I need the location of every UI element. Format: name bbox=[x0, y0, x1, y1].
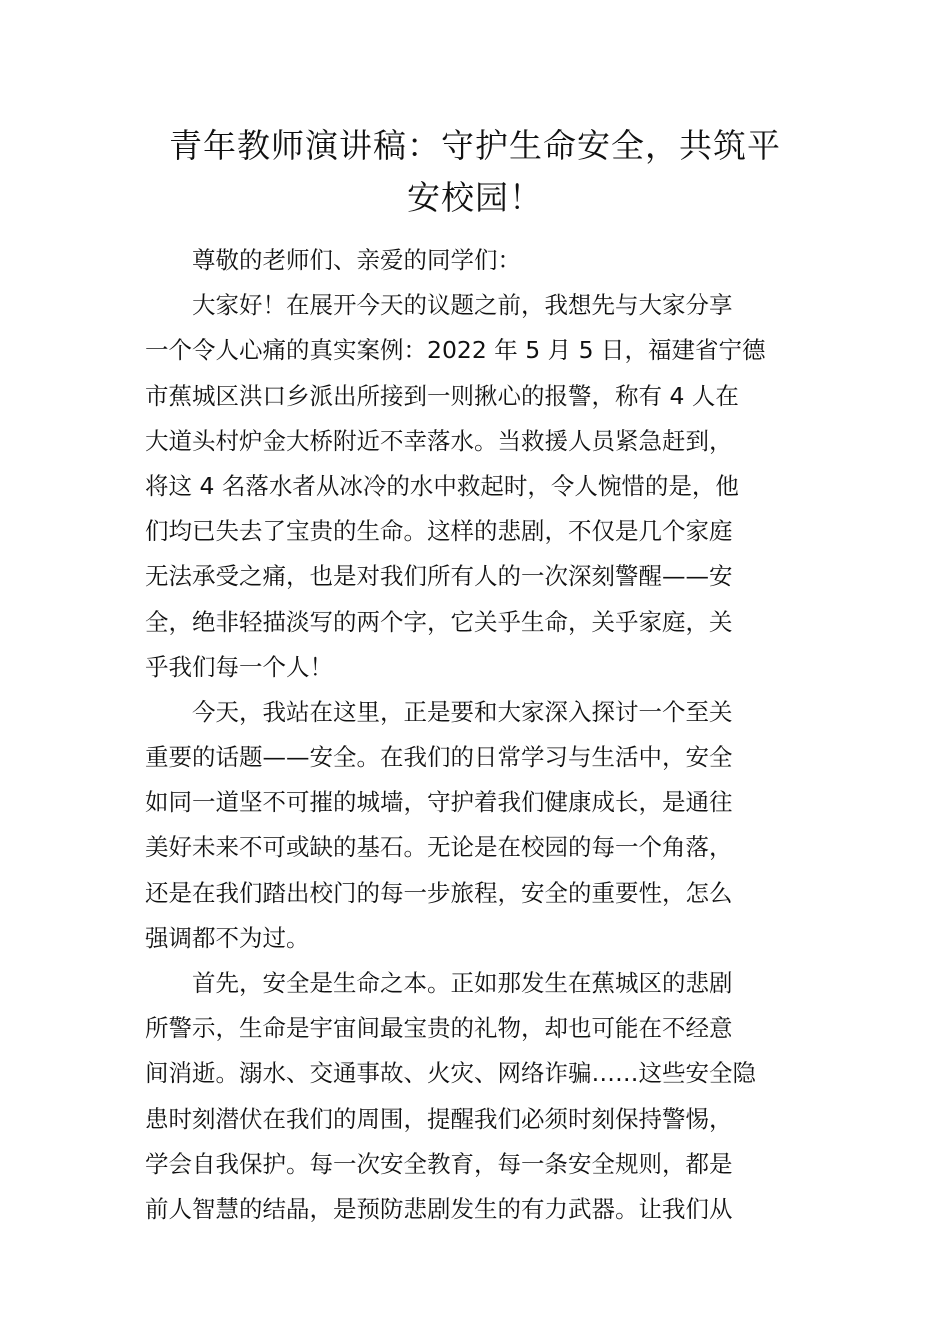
paragraph-line: 乎我们每一个人！ bbox=[145, 652, 333, 681]
paragraph-line: 大家好！在展开今天的议题之前，我想先与大家分享 bbox=[192, 291, 733, 320]
paragraph-line: 首先，安全是生命之本。正如那发生在蕉城区的悲剧 bbox=[192, 969, 733, 997]
salutation-line: 尊敬的老师们、亲爱的同学们： bbox=[192, 246, 521, 274]
paragraph-line: 所警示，生命是宇宙间最宝贵的礼物，却也可能在不经意 bbox=[145, 1014, 733, 1043]
paragraph-line: 大道头村炉金大桥附近不幸落水。当救援人员紧急赶到， bbox=[145, 426, 733, 455]
paragraph-line: 强调都不为过。 bbox=[145, 923, 310, 952]
paragraph-line: 间消逝。溺水、交通事故、火灾、网络诈骗……这些安全隐 bbox=[145, 1059, 756, 1088]
title-line-1: 青年教师演讲稿：守护生命安全，共筑平 bbox=[169, 126, 781, 165]
paragraph-line: 美好未来不可或缺的基石。无论是在校园的每一个角落， bbox=[145, 833, 733, 862]
paragraph-line: 一个令人心痛的真实案例：2022 年 5 月 5 日，福建省宁德 bbox=[145, 336, 766, 365]
paragraph-line: 无法承受之痛，也是对我们所有人的一次深刻警醒——安 bbox=[145, 562, 733, 591]
paragraph-line: 前人智慧的结晶，是预防悲剧发生的有力武器。让我们从 bbox=[145, 1194, 733, 1223]
paragraph-line: 如同一道坚不可摧的城墙，守护着我们健康成长，是通往 bbox=[145, 788, 733, 817]
paragraph-line: 学会自我保护。每一次安全教育，每一条安全规则，都是 bbox=[145, 1149, 733, 1178]
paragraph-line: 市蕉城区洪口乡派出所接到一则揪心的报警，称有 4 人在 bbox=[145, 381, 739, 410]
paragraph-line: 今天，我站在这里，正是要和大家深入探讨一个至关 bbox=[192, 697, 733, 726]
paragraph-line: 患时刻潜伏在我们的周围，提醒我们必须时刻保持警惕， bbox=[145, 1104, 733, 1133]
document-title bbox=[140, 120, 810, 224]
title-line-2: 安校园！ bbox=[407, 178, 543, 217]
paragraph-line: 们均已失去了宝贵的生命。这样的悲剧，不仅是几个家庭 bbox=[145, 517, 733, 546]
paragraph-line: 重要的话题——安全。在我们的日常学习与生活中，安全 bbox=[145, 743, 733, 772]
paragraph-line: 将这 4 名落水者从冰冷的水中救起时，令人惋惜的是，他 bbox=[145, 471, 739, 500]
paragraph-line: 还是在我们踏出校门的每一步旅程，安全的重要性，怎么 bbox=[145, 878, 733, 907]
paragraph-line: 全，绝非轻描淡写的两个字，它关乎生命，关乎家庭，关 bbox=[145, 607, 733, 636]
document-body bbox=[145, 238, 810, 1232]
